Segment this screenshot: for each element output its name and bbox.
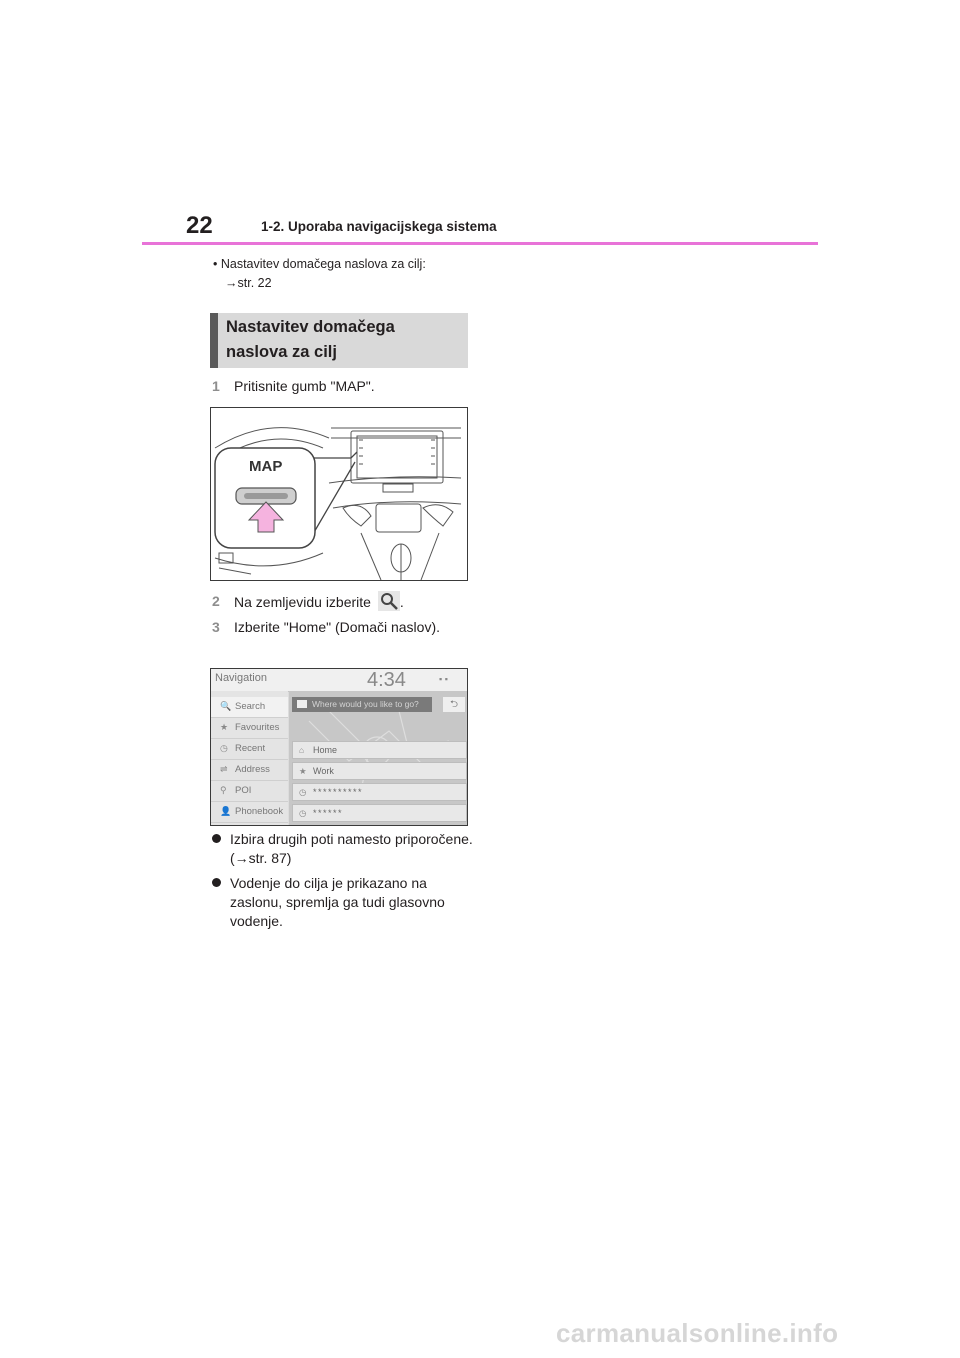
step-text-main: Na zemljevidu izberite: [234, 594, 371, 610]
heading-line2: naslova za cilj: [226, 343, 337, 361]
bullet-dot: [212, 878, 221, 887]
row-label: **********: [313, 787, 364, 797]
nav-menu-phonebook[interactable]: [211, 802, 288, 823]
map-button-label: MAP: [249, 458, 283, 475]
back-button[interactable]: ⮌: [443, 697, 465, 712]
clock-icon: ◷: [299, 787, 308, 797]
search-placeholder: Where would you like to go?: [312, 699, 419, 709]
nav-menu-recent[interactable]: [211, 739, 288, 760]
reference-note-line1: • Nastavitev domačega naslova za cilj:: [213, 257, 426, 271]
step-1: [212, 376, 472, 398]
nav-title: Navigation: [215, 672, 267, 684]
nav-menu-address[interactable]: [211, 760, 288, 781]
reference-note: [213, 255, 483, 293]
nav-menu-label: Recent: [235, 743, 266, 754]
nav-menu-label: Address: [235, 764, 270, 775]
page-number: 22: [186, 212, 213, 239]
dashboard-drawing: [211, 408, 467, 580]
step-3: [212, 617, 474, 661]
dashboard-illustration: [210, 407, 468, 581]
step-number: 1: [212, 378, 220, 394]
recent-destination-2[interactable]: [292, 804, 467, 822]
nav-menu-label: Favourites: [235, 722, 280, 733]
star-icon: ★: [299, 766, 307, 776]
step-text-suffix: .: [399, 594, 404, 610]
step-number: 3: [212, 619, 220, 635]
status-icons: ▪ ▪: [439, 674, 448, 684]
heading-line1: Nastavitev domačega: [226, 318, 395, 336]
step-text: Izberite "Home" (Domači naslov).: [234, 619, 441, 635]
nav-status-bar: [211, 669, 468, 692]
section-title: 1-2. Uporaba navigacijskega sistema: [261, 219, 497, 234]
navigation-screen: [210, 668, 468, 826]
nav-menu-label: POI: [235, 785, 252, 796]
nav-menu-search[interactable]: [211, 697, 288, 718]
header-rule: [142, 242, 818, 245]
destination-work[interactable]: [292, 762, 467, 780]
reference-note-link[interactable]: →str. 22: [225, 276, 272, 290]
flag-icon: [297, 700, 307, 708]
address-icon: ⇌: [220, 764, 228, 774]
nav-menu-favourites[interactable]: [211, 718, 288, 739]
nav-menu-label: Phonebook: [235, 806, 284, 817]
nav-clock: 4:34: [367, 669, 406, 691]
step-text: Pritisnite gumb "MAP".: [234, 378, 375, 394]
nav-menu-poi[interactable]: [211, 781, 288, 802]
step-number: 2: [212, 593, 220, 609]
bullet-text: Vodenje do cilja je prikazano na zaslonu, spremlja ga tudi glasovno vodenje.: [230, 875, 445, 929]
home-icon: ⌂: [299, 745, 305, 755]
row-label: ******: [313, 808, 344, 818]
search-icon[interactable]: [378, 591, 400, 611]
recent-destination-1[interactable]: [292, 783, 467, 801]
step-text: [234, 591, 474, 613]
search-icon: 🔍: [220, 701, 232, 711]
bullet-item: [212, 830, 477, 870]
subsection-heading: [210, 313, 468, 368]
watermark: carmanualsonline.info: [556, 1318, 839, 1348]
pin-icon: ⚲: [220, 785, 227, 795]
nav-map-area: [289, 691, 468, 826]
clock-icon: ◷: [220, 743, 228, 753]
step-2: [212, 591, 474, 613]
destination-home[interactable]: [292, 741, 467, 759]
clock-icon: ◷: [299, 808, 308, 818]
person-icon: 👤: [220, 806, 232, 816]
nav-menu-label: Search: [235, 701, 266, 712]
row-label: Home: [313, 745, 338, 755]
row-label: Work: [313, 766, 334, 776]
star-icon: ★: [220, 722, 229, 732]
bullet-dot: [212, 834, 221, 843]
destination-search-field[interactable]: [292, 697, 432, 712]
bullet-text: Izbira drugih poti namesto priporočene. (→str. 87): [230, 831, 473, 866]
bullet-item: [212, 874, 477, 934]
nav-sidebar: [211, 691, 288, 826]
